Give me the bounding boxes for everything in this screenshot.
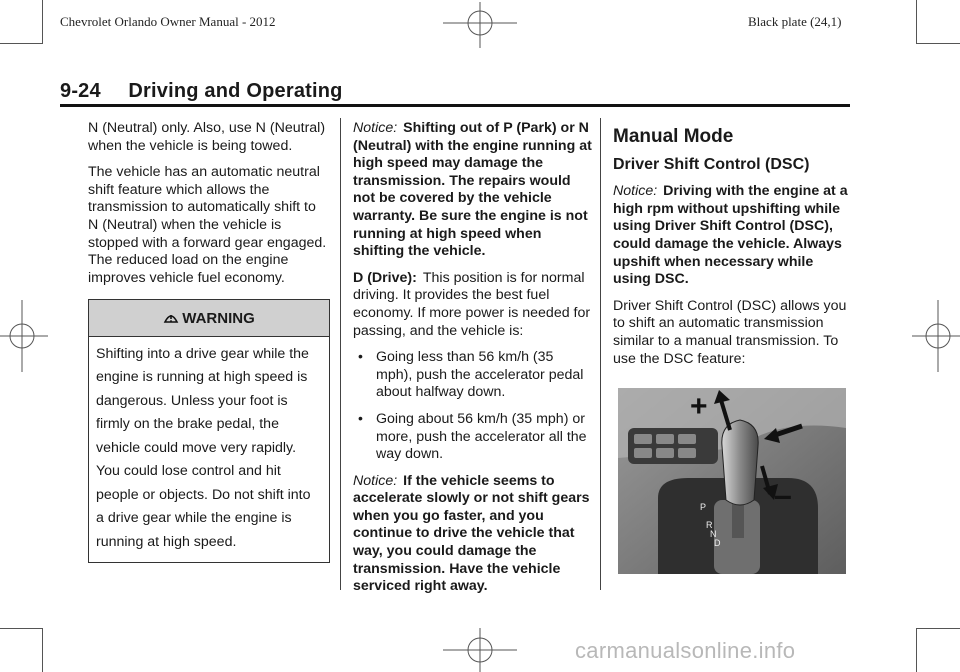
paragraph: Driver Shift Control (DSC) allows you to shift an automatic transmission similar to a manual transmission. To use the DSC feature:: [613, 297, 847, 367]
notice-text: Driving with the engine at a high rpm without upshifting while using Driver Shift Control (DSC), could damage the vehicle. Always upshift when necessary while using DSC.: [613, 183, 848, 288]
header-rule: [60, 104, 850, 107]
drive-text: This position is for normal driving. It provides the best fuel economy. If more power is needed for passing, and the vehicle is:: [353, 269, 591, 339]
column-2: [353, 120, 593, 605]
notice-label: Notice:: [353, 120, 398, 136]
plate-label: Black plate (24,1): [748, 14, 842, 29]
dsc-subheading: Driver Shift Control (DSC): [613, 155, 810, 173]
document-title: Chevrolet Orlando Owner Manual - 2012: [60, 14, 276, 29]
manual-mode-heading: Manual Mode: [613, 126, 734, 147]
notice-paragraph: [353, 120, 593, 261]
warning-text: Shifting into a drive gear while the engine is running at high speed is dangerous. Unless your foot is firmly on the brake pedal, the vehicle could move very rapidly. You could lose control and hit people or objects. Do not shift into a drive gear while the engine is running at high speed.: [96, 345, 311, 550]
list-item-text: Going less than 56 km/h (35 mph), push the accelerator pedal about halfway down.: [376, 349, 584, 401]
gate-label: P: [700, 502, 707, 512]
registration-mark-top: [443, 2, 517, 48]
notice-label: Notice:: [613, 183, 658, 200]
minus-label: –: [774, 477, 792, 513]
drive-label: D (Drive):: [353, 269, 417, 286]
crop-mark: [42, 628, 43, 672]
warning-box: [88, 299, 330, 563]
crop-mark: [917, 628, 960, 629]
bullet-icon: •: [358, 409, 363, 426]
column-3: [613, 128, 853, 377]
notice-text: If the vehicle seems to accelerate slowly or not shift gears when you go faster, and you continue to drive the vehicle that way, you could damage the transmission. Have the vehicle serviced right away.: [353, 472, 590, 595]
column-divider: [600, 118, 601, 590]
notice-label: Notice:: [353, 472, 398, 489]
list-item: [353, 349, 593, 402]
warning-title: WARNING: [182, 310, 255, 328]
crop-mark: [916, 0, 917, 44]
shifter-illustration: [618, 388, 846, 574]
list-item-text: Going about 56 km/h (35 mph) or more, push the accelerator all the way down.: [376, 410, 587, 463]
section-header: [60, 80, 343, 103]
watermark: carmanualsonline.info: [575, 638, 796, 663]
crop-mark: [42, 0, 43, 44]
notice-text: Shifting out of P (Park) or N (Neutral) with the engine running at high speed may damage the transmission. The repairs would not be covered by the vehicle warranty. Be sure the engine is not running at high speed when shifting the vehicle.: [353, 120, 592, 260]
registration-mark-left: [0, 300, 48, 372]
plus-label: +: [690, 390, 708, 423]
crop-mark: [916, 628, 917, 672]
gate-label: R: [706, 520, 713, 530]
crop-mark: [917, 43, 960, 44]
registration-mark-bottom: [443, 628, 517, 672]
warning-icon: [163, 309, 179, 325]
registration-mark-right: [912, 300, 960, 372]
paragraph: N (Neutral) only. Also, use N (Neutral) when the vehicle is being towed.: [88, 120, 326, 154]
gate-label: N: [710, 529, 717, 539]
page-number: 9-24: [60, 80, 101, 102]
gate-label: D: [714, 538, 721, 548]
notice-paragraph: [613, 183, 853, 289]
notice-paragraph: [353, 473, 593, 596]
column-divider: [340, 118, 341, 590]
list-item: [353, 411, 593, 464]
bullet-icon: •: [358, 348, 363, 365]
drive-paragraph: [353, 270, 593, 340]
section-title: Driving and Operating: [128, 80, 343, 102]
warning-header: [89, 300, 329, 337]
paragraph: The vehicle has an automatic neutral shift feature which allows the transmission to automatically shift to N (Neutral) when the vehicle is stopped with a forward gear engaged. The reduced load on the engine improves vehicle fuel economy.: [88, 164, 327, 286]
crop-mark: [0, 43, 42, 44]
column-1: [88, 120, 330, 563]
crop-mark: [0, 628, 42, 629]
